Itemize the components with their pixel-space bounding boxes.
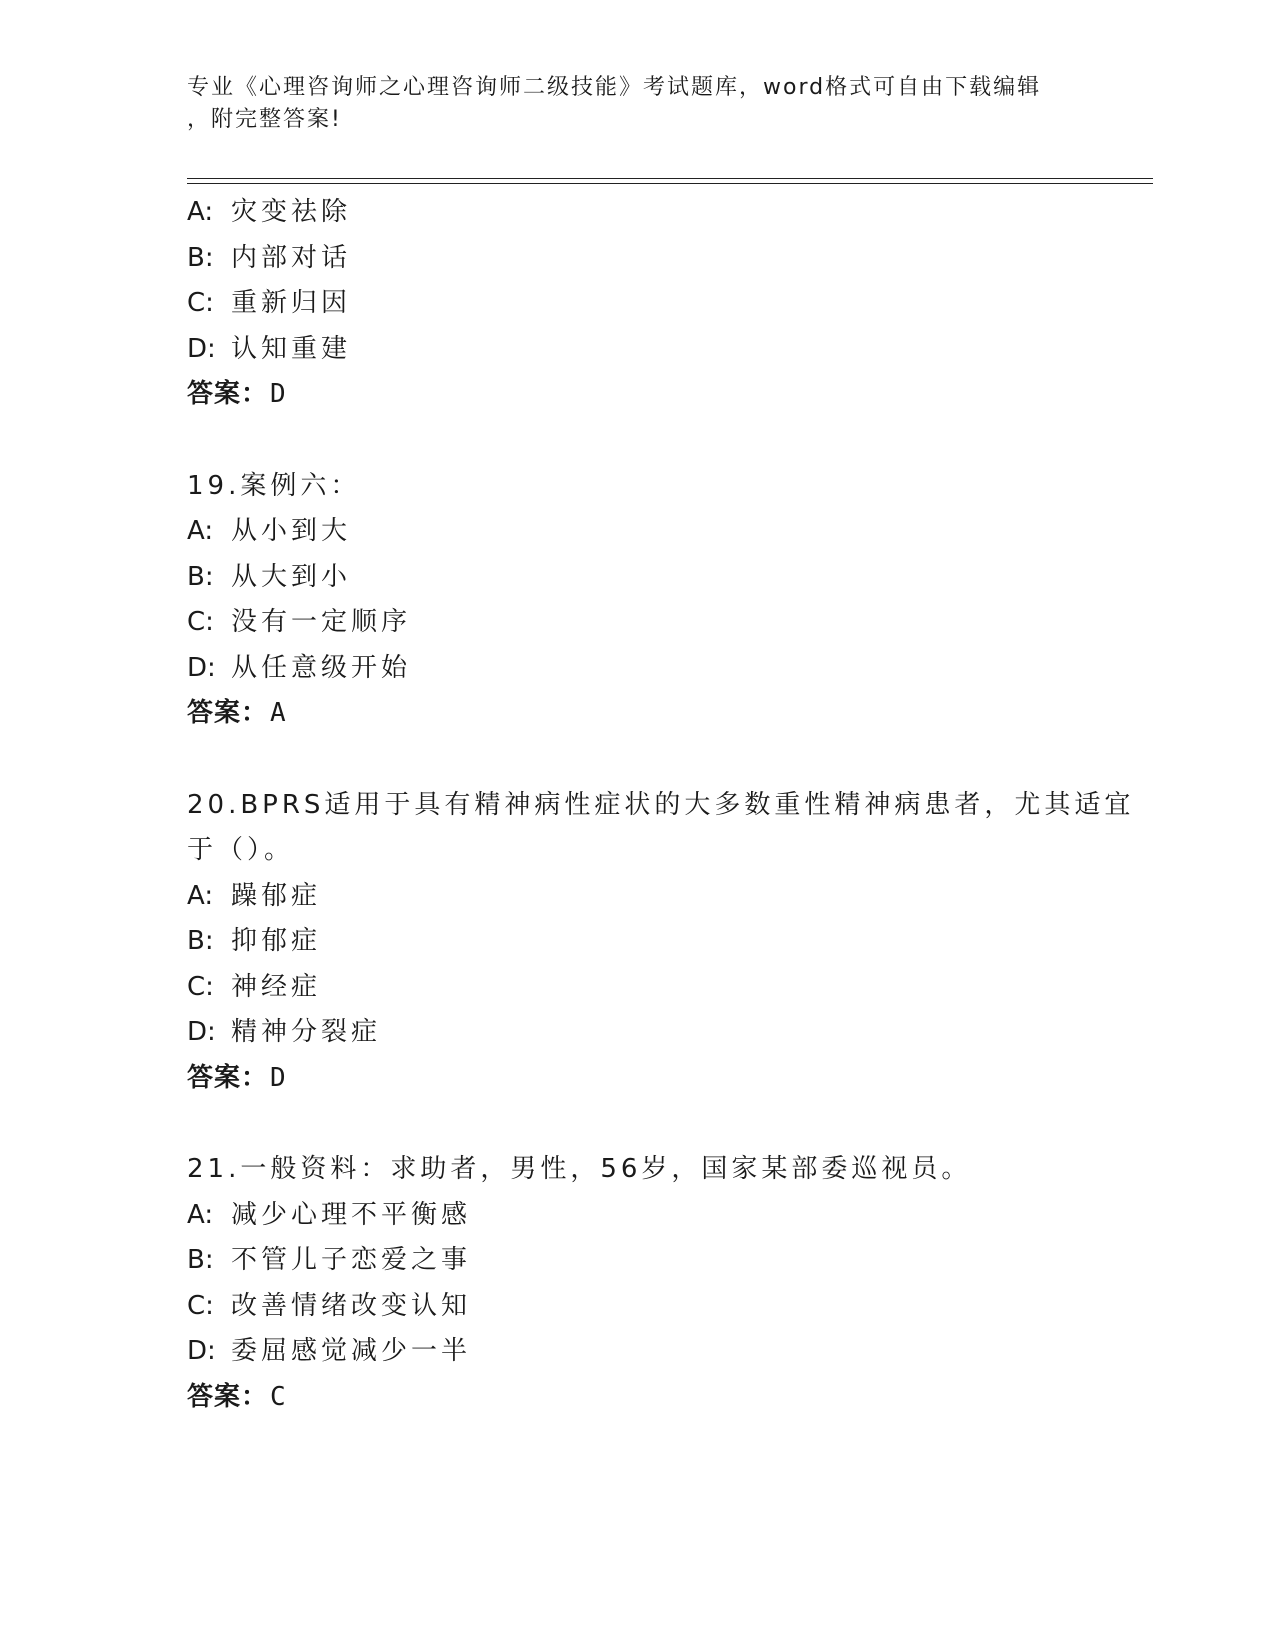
answer-line [187,372,1107,418]
question-18 [187,190,1107,418]
answer-line [187,1375,1107,1421]
option-c [187,600,1107,646]
option-letter: B: [187,926,214,956]
option-letter: B: [187,242,214,273]
question-stem: 21.一般资料：求助者，男性，56岁，国家某部委巡视员。 [187,1154,972,1184]
option-letter: C: [187,971,214,1002]
question-20 [187,783,1135,1102]
question-21 [187,1147,1107,1420]
header-divider-bottom [187,183,1153,184]
option-c [187,1284,1107,1330]
answer-value: C [270,1381,287,1412]
option-b [187,1238,1107,1284]
answer-value: D [270,1062,287,1093]
option-a [187,509,1107,555]
option-text: 减少心理不平衡感 [231,1199,472,1230]
answer-line [187,691,1107,737]
option-letter: B: [187,1245,214,1275]
option-letter: A: [187,516,214,546]
option-text: 躁郁症 [231,880,322,911]
option-letter: D: [187,1017,216,1047]
option-d [187,327,1107,373]
option-letter: C: [187,288,214,318]
option-text: 灾变祛除 [231,197,352,227]
document-header [187,72,1067,136]
option-letter: C: [187,1290,214,1321]
option-text: 从任意级开始 [231,652,412,683]
header-title-line-1: 专业《心理咨询师之心理咨询师二级技能》考试题库，word格式可自由下载编辑 [187,75,1042,100]
header-title-line-2: ，附完整答案! [187,107,342,132]
answer-label: 答案： [187,379,269,409]
option-d [187,1329,1107,1375]
option-letter: D: [187,1336,216,1366]
option-letter: A: [187,197,214,227]
option-b [187,919,1107,965]
answer-line [187,1056,1107,1102]
option-letter: A: [187,1199,214,1230]
question-list [187,190,1135,1466]
option-letter: D: [187,333,216,364]
answer-label: 答案： [187,698,269,728]
header-divider-top [187,178,1153,179]
option-text: 从小到大 [231,516,352,546]
option-b [187,236,1107,282]
option-letter: B: [187,561,214,592]
question-stem: 19.案例六： [187,470,361,501]
question-stem-line-2: 于（）。 [187,835,295,865]
option-a [187,1193,1107,1239]
option-a [187,874,1107,920]
option-text: 认知重建 [231,333,352,364]
question-19 [187,464,1107,737]
option-text: 重新归因 [231,288,352,318]
option-d [187,1010,1107,1056]
option-text: 改善情绪改变认知 [231,1290,472,1321]
option-c [187,281,1107,327]
option-text: 抑郁症 [231,926,322,956]
option-a [187,190,1107,236]
option-text: 从大到小 [231,561,352,592]
option-text: 内部对话 [231,242,352,273]
option-text: 精神分裂症 [231,1017,382,1047]
option-b [187,555,1107,601]
answer-label: 答案： [187,1381,269,1412]
answer-value: D [270,379,287,409]
option-text: 神经症 [231,971,322,1002]
answer-label: 答案： [187,1062,269,1093]
option-letter: D: [187,652,216,683]
option-text: 没有一定顺序 [231,607,412,637]
question-stem-line-1: 20.BPRS适用于具有精神病性症状的大多数重性精神病患者，尤其适宜 [187,789,1135,820]
option-letter: C: [187,607,214,637]
option-text: 委屈感觉减少一半 [231,1336,472,1366]
option-d [187,646,1107,692]
option-c [187,965,1107,1011]
answer-value: A [270,698,287,728]
option-letter: A: [187,880,214,911]
option-text: 不管儿子恋爱之事 [231,1245,472,1275]
